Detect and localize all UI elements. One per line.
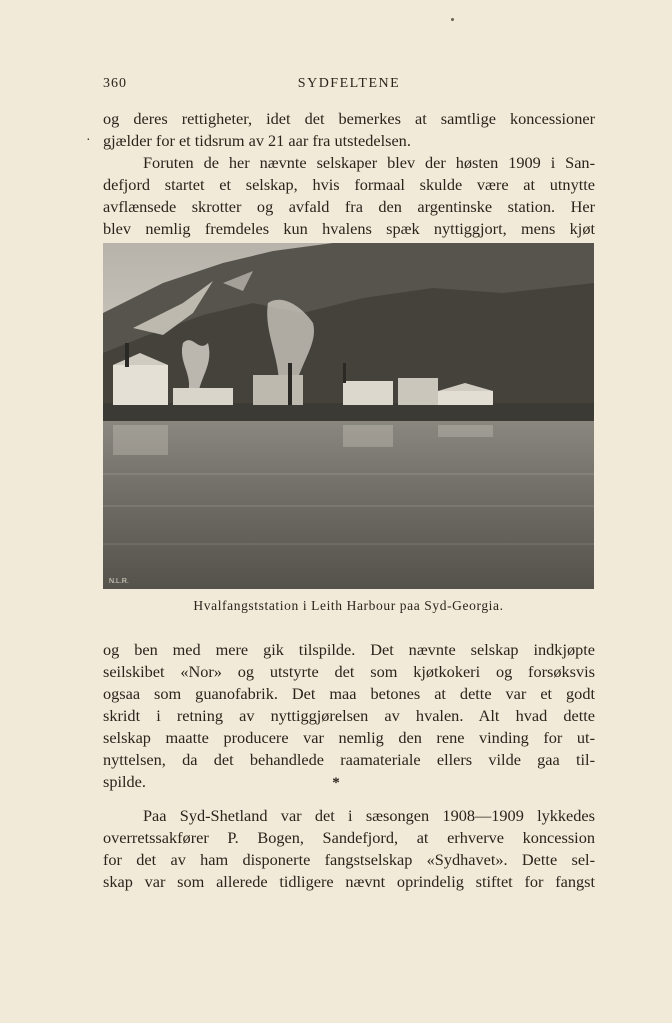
paragraph-bottom <box>103 805 595 893</box>
page-speck <box>451 18 454 21</box>
text-line: spilde. <box>103 772 146 791</box>
text-line: blev nemlig fremdeles kun hvalens spæk nyttiggjort, mens kjøt <box>103 219 595 238</box>
photo-corner-mark: N.L.R. <box>109 578 129 585</box>
text-line: nyttelsen, da det behandlede raamateriale ellers vilde gaa til- <box>103 750 595 769</box>
text-line: seilskibet «Nor» og utstyrte det som kjøtkokeri og forsøksvis <box>103 662 595 681</box>
text-line: selskap maatte producere var nemlig den rene vinding for ut- <box>103 728 595 747</box>
text-line: og ben med mere gik tilspilde. Det nævnte selskap indkjøpte <box>103 640 595 659</box>
paragraph-top <box>103 108 595 240</box>
text-line: Foruten de her nævnte selskaper blev der høsten 1909 i San- <box>143 153 595 172</box>
photo-caption: Hvalfangststation i Leith Harbour paa Syd-Georgia. <box>193 598 504 613</box>
page-number: 360 <box>103 76 127 91</box>
text-line: og deres rettigheter, idet det bemerkes at samtlige koncessioner <box>103 109 595 128</box>
photo-illustration <box>103 243 594 589</box>
page-header <box>103 76 595 96</box>
margin-dot: · <box>86 133 91 148</box>
section-asterisk: * <box>332 775 340 791</box>
text-line: skridt i retning av nyttiggjørelsen av hvalen. Alt hvad dette <box>103 706 595 725</box>
text-line: gjælder for et tidsrum av 21 aar fra utstedelsen. <box>103 131 411 150</box>
whaling-station-photo <box>103 243 594 589</box>
text-line: avflænsede skrotter og avfald fra den argentinske station. Her <box>103 197 595 216</box>
text-line: ogsaa som guanofabrik. Det maa betones at dette var et godt <box>103 684 595 703</box>
text-line: skap var som allerede tidligere nævnt oprindelig stiftet for fangst <box>103 872 595 891</box>
paragraph-middle <box>103 639 595 793</box>
text-line: for det av ham disponerte fangstselskap «Sydhavet». Dette sel- <box>103 850 595 869</box>
text-line: overretssakfører P. Bogen, Sandefjord, at erhverve koncession <box>103 828 595 847</box>
text-line: defjord startet et selskap, hvis formaal skulde være at utnytte <box>103 175 595 194</box>
running-title: SYDFELTENE <box>297 76 401 91</box>
text-line: Paa Syd-Shetland var det i sæsongen 1908—1909 lykkedes <box>143 806 595 825</box>
